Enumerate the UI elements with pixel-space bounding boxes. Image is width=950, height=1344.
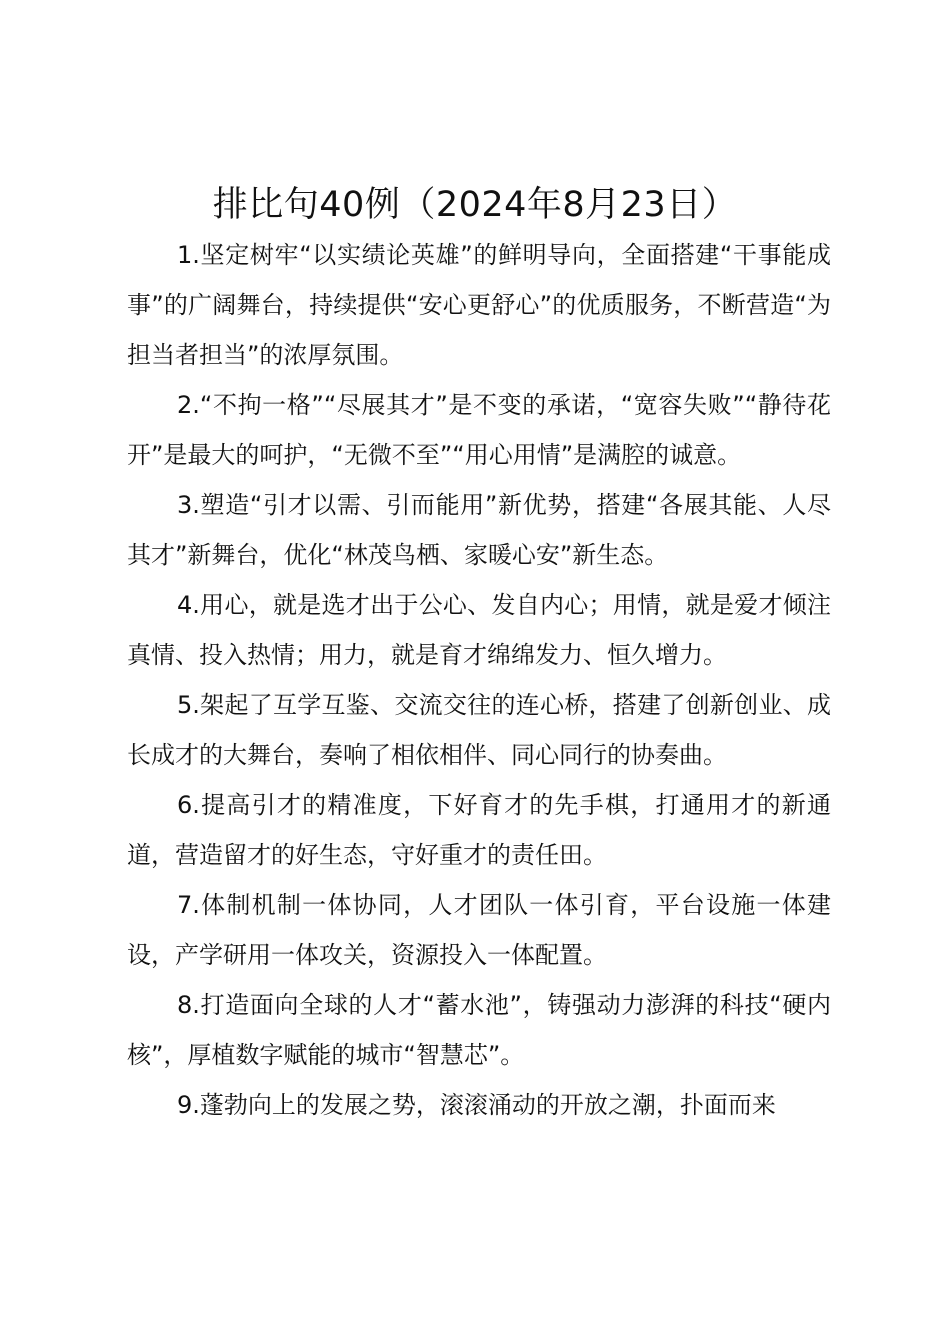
paragraph-7: 7.体制机制一体协同，人才团队一体引育，平台设施一体建设，产学研用一体攻关，资源投入一体配置。 — [127, 891, 831, 969]
document-title: 排比句40例（2024年8月23日） — [212, 185, 738, 225]
paragraph-9: 9.蓬勃向上的发展之势，滚滚涌动的开放之潮，扑面而来 — [177, 1091, 776, 1119]
paragraph-2: 2.“不拘一格”“尽展其才”是不变的承诺，“宽容失败”“静待花开”是最大的呵护，“无微不至”“用心用情”是满腔的诚意。 — [127, 391, 831, 469]
paragraph-3: 3.塑造“引才以需、引而能用”新优势，搭建“各展其能、人尽其才”新舞台，优化“林茂鸟栖、家暖心安”新生态。 — [127, 491, 831, 569]
paragraph-8: 8.打造面向全球的人才“蓄水池”，铸强动力澎湃的科技“硬内核”，厚植数字赋能的城市“智慧芯”。 — [127, 991, 831, 1069]
paragraph-1: 1.坚定树牢“以实绩论英雄”的鲜明导向，全面搭建“干事能成事”的广阔舞台，持续提供“安心更舒心”的优质服务，不断营造“为担当者担当”的浓厚氛围。 — [127, 241, 831, 369]
paragraph-4: 4.用心，就是选才出于公心、发自内心；用情，就是爱才倾注真情、投入热情；用力，就是育才绵绵发力、恒久增力。 — [127, 591, 831, 669]
document-body — [127, 230, 831, 1130]
paragraph-6: 6.提高引才的精准度，下好育才的先手棋，打通用才的新通道，营造留才的好生态，守好重才的责任田。 — [127, 791, 831, 869]
paragraph-5: 5.架起了互学互鉴、交流交往的连心桥，搭建了创新创业、成长成才的大舞台，奏响了相依相伴、同心同行的协奏曲。 — [127, 691, 831, 769]
